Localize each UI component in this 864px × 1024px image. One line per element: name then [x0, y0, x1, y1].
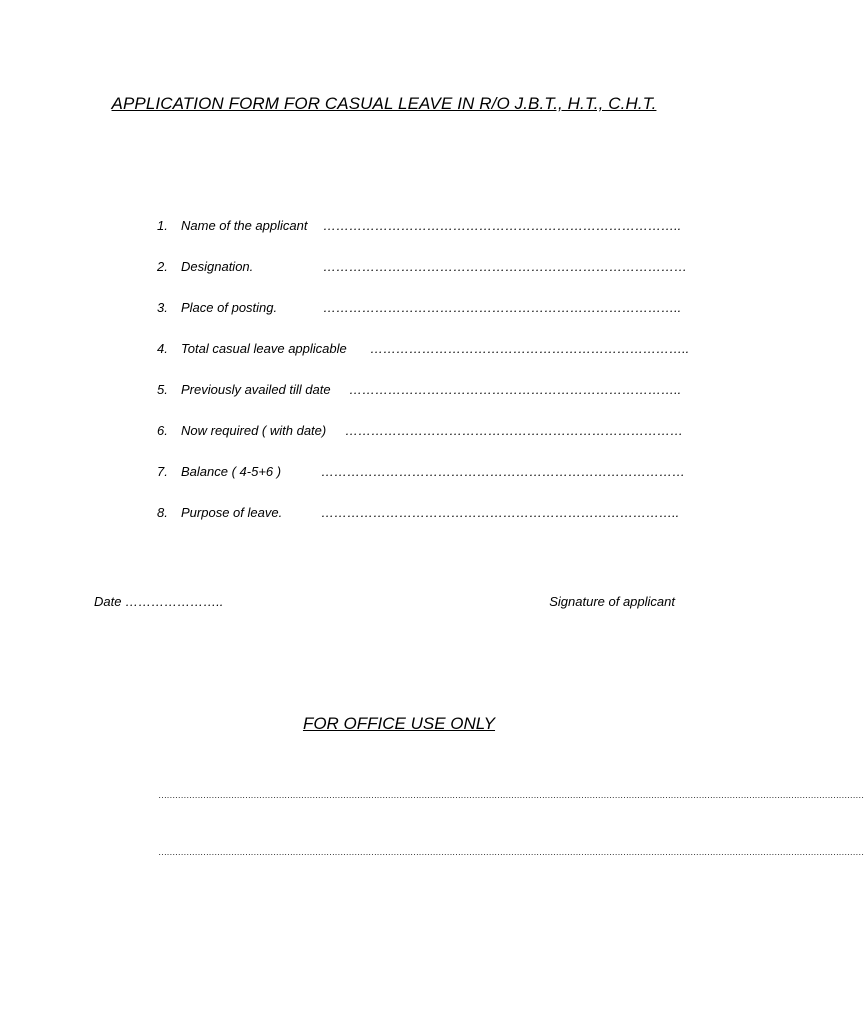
- field-place-of-posting[interactable]: [157, 298, 682, 339]
- office-use-line-1[interactable]: ………………………………………………………………………………………………………………………………………………………………………………………………………………………………: [158, 790, 864, 800]
- date-label: Date: [94, 594, 122, 609]
- field-fill-line[interactable]: ………………………………………………………………………..: [321, 505, 680, 520]
- field-fill-line[interactable]: ……………………………………………………………………: [345, 423, 683, 438]
- form-fields: [157, 216, 690, 544]
- field-previously-availed[interactable]: [157, 380, 682, 421]
- field-now-required[interactable]: [157, 421, 683, 462]
- field-number: 5.: [157, 382, 168, 397]
- signature-of-applicant: Signature of applicant: [549, 594, 675, 609]
- field-fill-line[interactable]: ………………………………………………………………………..: [323, 218, 682, 233]
- field-number: 8.: [157, 505, 168, 520]
- office-use-line-2[interactable]: ………………………………………………………………………………………………………………………………………………………………………………………………………………………………: [158, 847, 864, 857]
- field-fill-line[interactable]: ………………………………………………………………………..: [323, 300, 682, 315]
- field-designation[interactable]: [157, 257, 687, 298]
- office-use-heading: FOR OFFICE USE ONLY: [302, 714, 496, 733]
- field-number: 3.: [157, 300, 168, 315]
- field-number: 7.: [157, 464, 168, 479]
- field-purpose-of-leave[interactable]: [157, 503, 680, 544]
- field-label: Previously availed till date: [181, 382, 331, 397]
- form-title: APPLICATION FORM FOR CASUAL LEAVE IN R/O J.B.T., H.T., C.H.T.: [111, 94, 657, 113]
- field-label: Designation.: [181, 259, 254, 274]
- date-field[interactable]: [94, 594, 223, 609]
- field-number: 2.: [157, 259, 168, 274]
- field-label: Balance ( 4-5+6 ): [181, 464, 282, 479]
- field-fill-line[interactable]: …………………………………………………………………………: [321, 464, 685, 479]
- field-label: Total casual leave applicable: [181, 341, 347, 356]
- field-label: Now required ( with date): [181, 423, 327, 438]
- field-number: 1.: [157, 218, 168, 233]
- field-applicant-name[interactable]: [157, 216, 682, 257]
- field-total-casual-leave[interactable]: [157, 339, 690, 380]
- field-label: Name of the applicant: [181, 218, 308, 233]
- field-label: Purpose of leave.: [181, 505, 283, 520]
- date-fill-line[interactable]: …………………..: [125, 594, 224, 609]
- field-balance[interactable]: [157, 462, 685, 503]
- field-fill-line[interactable]: …………………………………………………………………..: [349, 382, 682, 397]
- field-number: 4.: [157, 341, 168, 356]
- field-fill-line[interactable]: ………………………………………………………………..: [370, 341, 690, 356]
- field-number: 6.: [157, 423, 168, 438]
- field-label: Place of posting.: [181, 300, 278, 315]
- field-fill-line[interactable]: …………………………………………………………………………: [323, 259, 687, 274]
